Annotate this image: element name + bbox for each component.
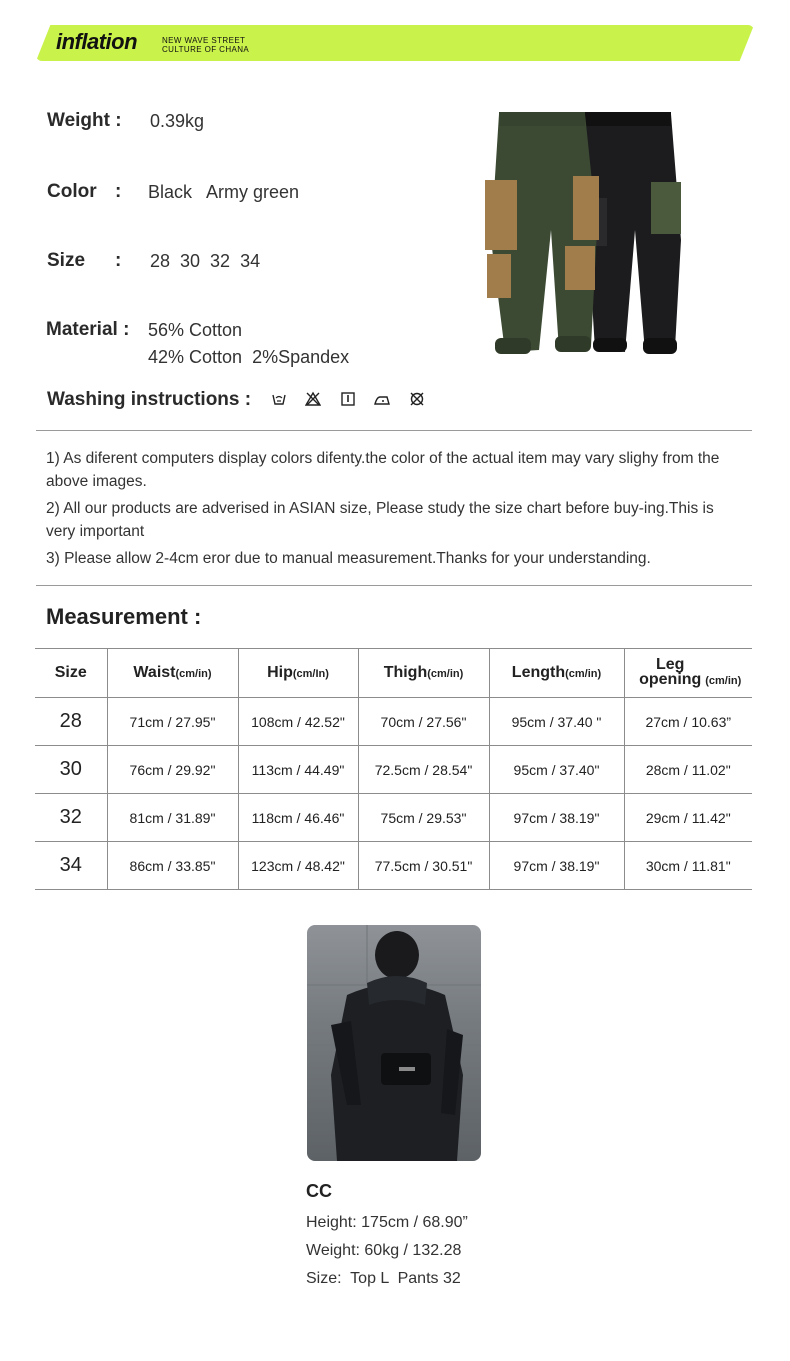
row-waist: 81cm / 31.89" (107, 794, 238, 842)
row-thigh: 72.5cm / 28.54" (358, 746, 489, 794)
row-hip: 113cm / 44.49" (238, 746, 358, 794)
row-hip: 108cm / 42.52" (238, 698, 358, 746)
size-value: 28 30 32 34 (150, 251, 261, 271)
size-chart-table (35, 648, 752, 890)
header-size: Size (35, 649, 107, 698)
header-thigh: Thigh(cm/in) (358, 649, 489, 698)
row-leg-opening: 28cm / 11.02" (624, 746, 752, 794)
header-waist: Waist(cm/in) (107, 649, 238, 698)
color-value: Black Army green (148, 182, 300, 202)
row-size: 32 (35, 794, 107, 842)
row-thigh: 77.5cm / 30.51" (358, 842, 489, 890)
row-length: 95cm / 37.40" (489, 746, 624, 794)
table-row (35, 842, 752, 890)
row-leg-opening: 27cm / 10.63” (624, 698, 752, 746)
brand-tagline-line-2: CULTURE OF CHANA (162, 45, 250, 54)
measurement-title: Measurement : (46, 604, 202, 629)
row-size: 34 (35, 842, 107, 890)
no-bleach-icon (305, 391, 321, 407)
material-line-1: 56% Cotton (148, 320, 243, 340)
model-height: Height: 175cm / 68.90” (306, 1214, 468, 1231)
row-size: 30 (35, 746, 107, 794)
brand-logo: inflation (56, 29, 138, 54)
header-hip: Hip(cm/In) (238, 649, 358, 698)
row-length: 95cm / 37.40 " (489, 698, 624, 746)
note-2: 2) All our products are adverised in ASIAN size, Please study the size chart before buy-ing.This is very important (46, 500, 714, 540)
size-label: Size (47, 250, 86, 271)
row-thigh: 70cm / 27.56" (358, 698, 489, 746)
note-3: 3) Please allow 2-4cm eror due to manual measurement.Thanks for your understanding. (46, 550, 651, 567)
no-dry-clean-icon (409, 391, 425, 407)
model-name: CC (306, 1181, 332, 1201)
row-waist: 71cm / 27.95" (107, 698, 238, 746)
model-figure (307, 925, 481, 1161)
weight-label: Weight : (47, 110, 122, 131)
size-chart-header-row (35, 649, 752, 698)
brand-tagline (162, 36, 249, 54)
row-hip: 123cm / 48.42" (238, 842, 358, 890)
material-line-2: 42% Cotton 2%Spandex (148, 347, 350, 367)
tumble-dry-icon (340, 391, 356, 407)
row-leg-opening: 30cm / 11.81" (624, 842, 752, 890)
row-leg-opening: 29cm / 11.42" (624, 794, 752, 842)
note-1: 1) As diferent computers display colors difenty.the color of the actual item may vary slighy from the above images. (46, 450, 720, 490)
model-size: Size: Top L Pants 32 (306, 1270, 461, 1287)
army-green-pants (485, 112, 599, 354)
size-separator: : (115, 250, 122, 271)
table-row (35, 746, 752, 794)
divider-top (36, 430, 752, 431)
row-waist: 86cm / 33.85" (107, 842, 238, 890)
weight-value: 0.39kg (150, 111, 205, 131)
table-row (35, 698, 752, 746)
iron-low-icon (374, 391, 390, 407)
row-waist: 76cm / 29.92" (107, 746, 238, 794)
brand-banner (36, 25, 754, 61)
color-label: Color (47, 181, 97, 202)
divider-bottom (36, 585, 752, 586)
color-separator: : (115, 181, 122, 202)
row-length: 97cm / 38.19" (489, 794, 624, 842)
brand-tagline-line-1: NEW WAVE STREET (162, 36, 246, 45)
model-weight: Weight: 60kg / 132.28 (306, 1242, 462, 1259)
row-size: 28 (35, 698, 107, 746)
washing-label: Washing instructions : (47, 389, 252, 410)
black-pants (585, 112, 681, 354)
header-leg-opening: Leg opening (cm/in) (624, 649, 752, 698)
material-label: Material : (46, 319, 130, 340)
hand-wash-icon (271, 391, 287, 407)
table-row (35, 794, 752, 842)
model-photo (307, 925, 481, 1161)
header-length: Length(cm/in) (489, 649, 624, 698)
row-thigh: 75cm / 29.53" (358, 794, 489, 842)
row-length: 97cm / 38.19" (489, 842, 624, 890)
product-image (485, 110, 715, 360)
row-hip: 118cm / 46.46" (238, 794, 358, 842)
